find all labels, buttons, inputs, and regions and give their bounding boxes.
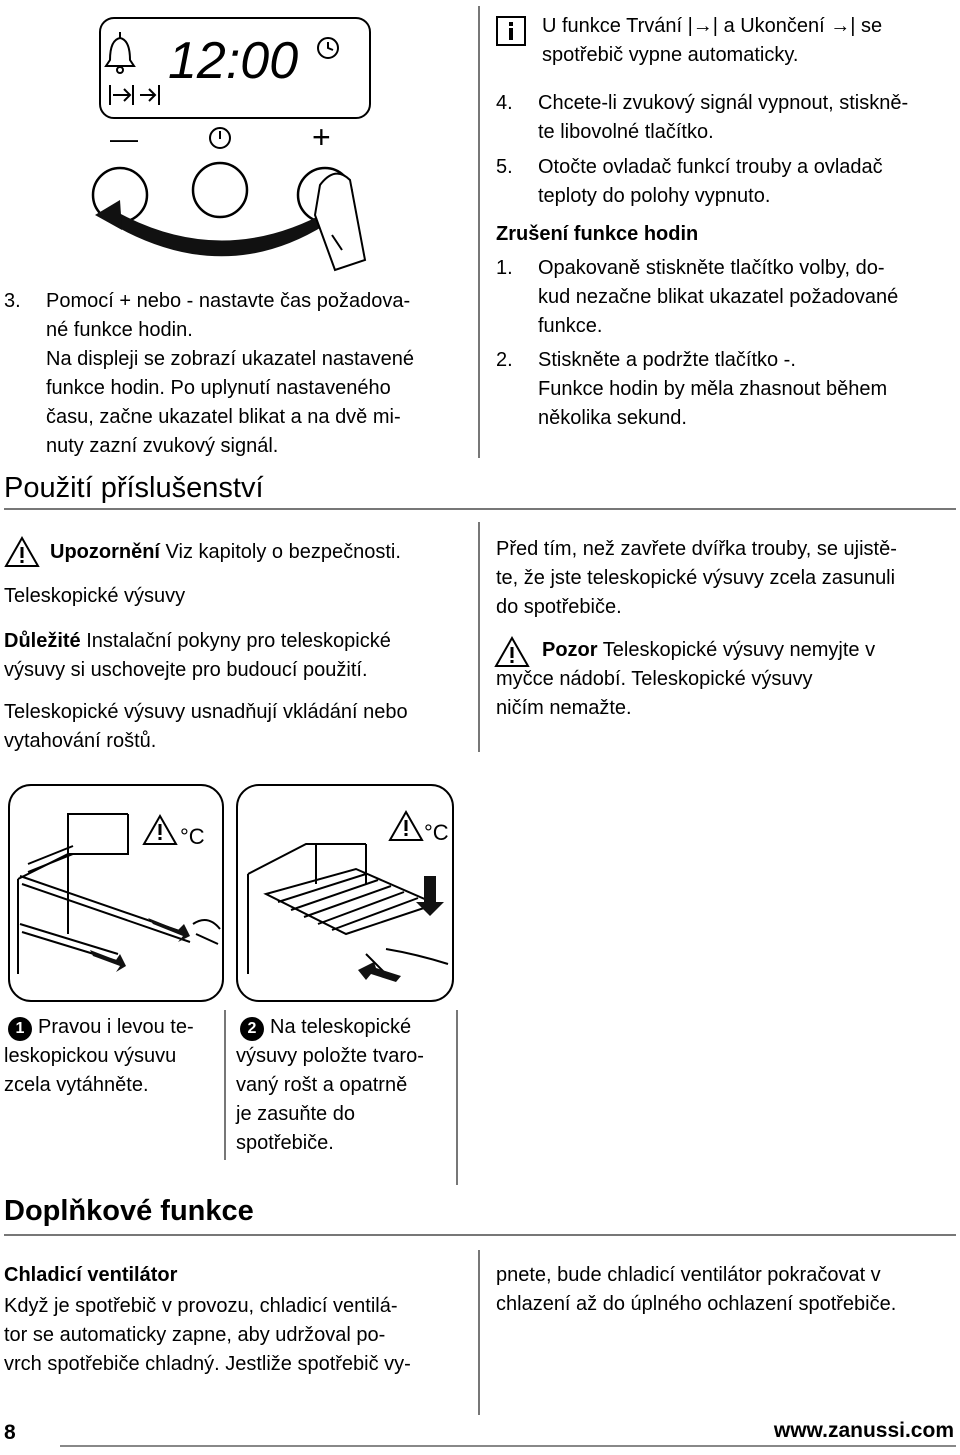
column-divider-mid (478, 522, 480, 752)
warning-label: Upozornění (50, 541, 160, 563)
section-rule-2 (4, 1234, 956, 1236)
caption-divider-2 (456, 1010, 458, 1185)
page-number: 8 (4, 1421, 16, 1444)
caution-note (496, 636, 956, 723)
plus-symbol: + (312, 119, 331, 155)
column-divider-bottom (478, 1250, 480, 1415)
clock-button-icon (210, 128, 230, 148)
timer-display-illustration (80, 10, 380, 280)
step-5-text: Otočte ovladač funkcí trouby a ovladač teploty do polohy vypnuto. (538, 156, 883, 207)
extra-functions-heading: Doplňkové funkce (4, 1195, 254, 1227)
clock-button[interactable] (193, 163, 247, 217)
warning-hot-icon (144, 816, 176, 844)
accessories-heading: Použití příslušenství (4, 472, 264, 504)
info-icon (494, 14, 528, 57)
bell-icon (106, 32, 134, 73)
website-link[interactable]: www.zanussi.com (773, 1419, 954, 1442)
figure-1-text: Pravou i levou te- leskopickou výsuvu zcela vytáhněte. (4, 1016, 194, 1096)
step-5-number: 5. (496, 156, 513, 178)
important-note (4, 627, 474, 685)
warning-note (50, 538, 401, 567)
telescopic-paragraph: Teleskopické výsuvy usnadňují vkládání nebo vytahování roštů. (4, 701, 408, 752)
footer-rule (60, 1445, 956, 1447)
figure-2-insert-shelf (236, 784, 454, 1002)
caution-text: Teleskopické výsuvy nemyjte v myčce nádobí. Teleskopické výsuvy ničím nemažte. (496, 639, 876, 719)
caption-divider-1 (224, 1010, 226, 1160)
clock-icon (318, 38, 338, 58)
step-3-number: 3. (4, 290, 21, 312)
cancel-step-2-text: Stiskněte a podržte tlačítko -. Funkce hodin by měla zhasnout během několika sekund. (538, 349, 888, 429)
minus-symbol: — (110, 123, 138, 154)
degree-label-2: °C (424, 820, 449, 845)
degree-label-1: °C (180, 824, 205, 849)
cooling-fan-heading: Chladicí ventilátor (4, 1264, 178, 1286)
info-note-text: U funkce Trvání |→| a Ukončení →| se spotřebič vypne automaticky. (542, 15, 883, 66)
duration-end-icons (110, 85, 159, 105)
section-rule (4, 508, 956, 510)
before-closing-paragraph: Před tím, než zavřete dvířka trouby, se ujistě- te, že jste teleskopické výsuvy zcela zasunuli do spotřebiče. (496, 538, 897, 618)
warning-hot-icon (390, 812, 422, 840)
display-time: 12:00 (168, 32, 299, 90)
step-2-badge: 2 (240, 1017, 264, 1041)
important-label: Důležité (4, 630, 81, 652)
cancel-step-2-number: 2. (496, 349, 513, 371)
warning-text: Viz kapitoly o bezpečnosti. (160, 541, 401, 563)
step-3-text: Pomocí + nebo - nastavte čas požadova- né funkce hodin. Na displeji se zobrazí ukazatel nastavené funkce hodin. Po uplynutí nastaveného času, začne ukazatel blikat a na dvě mi- nuty zazní zvukový signál. (46, 290, 414, 457)
warning-icon (4, 536, 40, 577)
cancel-step-1-text: Opakovaně stiskněte tlačítko volby, do- kud nezačne blikat ukazatel požadované funkce. (538, 257, 899, 337)
column-divider-top (478, 6, 480, 458)
telescopic-subheading: Teleskopické výsuvy (4, 585, 186, 607)
cooling-fan-text-left: Když je spotřebič v provozu, chladicí ventilá- tor se automaticky zapne, aby udržoval po- vrch spotřebiče chladný. Jestliže spotřebič vy- (4, 1295, 411, 1375)
cancel-clock-heading: Zrušení funkce hodin (496, 223, 699, 245)
cancel-step-1-number: 1. (496, 257, 513, 279)
step-4-text: Chcete-li zvukový signál vypnout, stiskně- te libovolné tlačítko. (538, 92, 909, 143)
cooling-fan-text-right: pnete, bude chladicí ventilátor pokračovat v chlazení až do úplného ochlazení spotřebiče. (496, 1264, 897, 1315)
figure-1-pull-out-runners (8, 784, 224, 1002)
caution-label: Pozor (542, 639, 598, 661)
step-1-badge: 1 (8, 1017, 32, 1041)
figure-2-text: Na teleskopické výsuvy položte tvaro- vaný rošt a opatrně je zasuňte do spotřebiče. (236, 1016, 424, 1154)
step-4-number: 4. (496, 92, 513, 114)
finger-icon (315, 174, 365, 270)
important-text: Instalační pokyny pro teleskopické výsuvy si uschovejte pro budoucí použití. (4, 630, 391, 681)
